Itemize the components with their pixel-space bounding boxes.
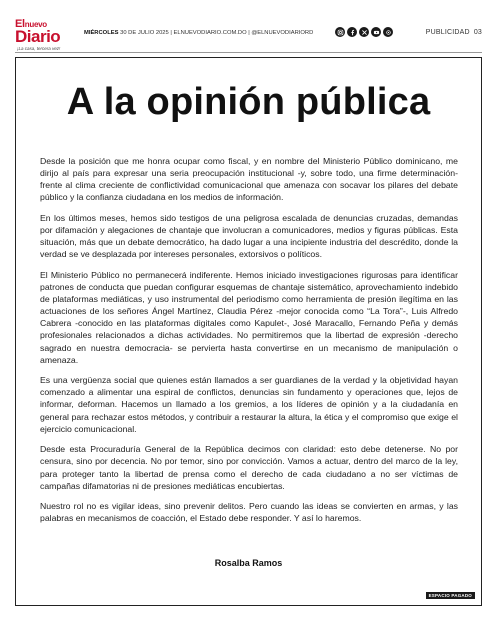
youtube-icon[interactable] xyxy=(371,27,381,37)
paid-announcement-box xyxy=(15,57,482,606)
ad-paragraph-2: En los últimos meses, hemos sido testigos de una peligrosa escalada de denuncias cruzadas, demandas por difamación y alegaciones de chantaje que involucran a comunicadores, medios y figuras públicas. Esta situación, más que un debate democrático, ha dado lugar a una incipiente industria del descrédito, donde la verdad se ve desplazada por intereses personales, extorsivos o políticos. xyxy=(40,212,458,260)
ad-signature: Rosalba Ramos xyxy=(214,558,283,568)
dateline-details: 30 DE JULIO 2025 | ELNUEVODIARIO.COM.DO | @ELNUEVODIARIORD xyxy=(120,30,314,36)
dateline xyxy=(84,29,313,37)
paid-space-badge: ESPACIO PAGADO xyxy=(426,592,475,599)
logo-word-diario: Diario xyxy=(15,27,61,46)
logo-tagline: ¡La casa, tercera vez! xyxy=(17,46,61,51)
instagram-icon[interactable] xyxy=(335,27,345,37)
ad-paragraph-5: Desde esta Procuraduría General de la República decimos con claridad: esto debe detenerse. No por censura, sino por decencia. No por temor, sino por convicción. Vamos a actuar, dentro del marco de la ley, para proteger tanto la libertad de prensa como el derecho de cada ciudadano a no ser víctimas de campañas difamatorias ni de presiones mediáticas encubiertas. xyxy=(40,444,458,491)
logo-word-nuevo: nuevo xyxy=(24,20,47,29)
dateline-day: MIÉRCOLES xyxy=(84,30,119,36)
ad-paragraph-3: El Ministerio Público no permanecerá indiferente. Hemos iniciado investigaciones rigurosas para identificar patrones de conducta que puedan configurar esquemas de chantaje sistemático, aprovechamiento indebido de plataformas mediáticas, y uso instrumental del periodismo como herramienta de presión ilegítima en las actuaciones de los señores Ángel Martínez, Claudia Pérez -mejor conocida como “La Tora”-, Luis Alfredo Cabrera -conocido en las plataformas digitales como Kapulet-, José Maracallo, Fernando Peña y demás profesionales relacionados a dichas actividades. No permitiremos que la libertad de expresión -derecho sagrado en nuestra democracia- se pervierta hasta convertirse en un mecanismo de manipulación o amenaza. xyxy=(40,269,458,365)
x-icon[interactable] xyxy=(359,27,369,37)
ad-body xyxy=(40,155,458,533)
newspaper-header xyxy=(15,17,482,53)
social-icons xyxy=(335,27,393,38)
ad-title: A la opinión pública xyxy=(66,81,431,123)
ad-paragraph-6: Nuestro rol no es vigilar ideas, sino prevenir delitos. Pero cuando las ideas se convierten en armas, y las palabras en mecanismos de coacción, el Estado debe responder. Y así lo haremos. xyxy=(40,501,458,524)
threads-icon[interactable] xyxy=(383,27,393,37)
section-name: PUBLICIDAD xyxy=(425,29,470,36)
facebook-icon[interactable] xyxy=(347,27,357,37)
newspaper-logo[interactable] xyxy=(15,19,81,55)
section-label xyxy=(422,29,482,36)
ad-paragraph-4: Es una vergüenza social que quienes están llamados a ser guardianes de la verdad y la objetividad hayan comenzado a alimentar una espiral de conflictos, denuncias sin fundamento y operaciones que, lejos de informar, deforman. Hacemos un llamado a los gremios, a los líderes de opinión y a la ciudadanía en general para rechazar estos métodos, y contribuir a restaurar la altura, la ética y el compromiso que exige el ejercicio comunicacional. xyxy=(40,375,458,434)
header-divider xyxy=(15,52,482,53)
page-number: 03 xyxy=(473,29,482,36)
ad-paragraph-1: Desde la posición que me honra ocupar como fiscal, y en nombre del Ministerio Público dominicano, me dirijo al país para expresar una seria preocupación institucional -y, sobre todo, una firme determinación- frente al clima creciente de conflictividad comunicacional que amenaza con socavar los pilares del debate público y la confianza ciudadana en los medios de información. xyxy=(40,156,458,203)
logo-word-el: El xyxy=(15,18,25,30)
